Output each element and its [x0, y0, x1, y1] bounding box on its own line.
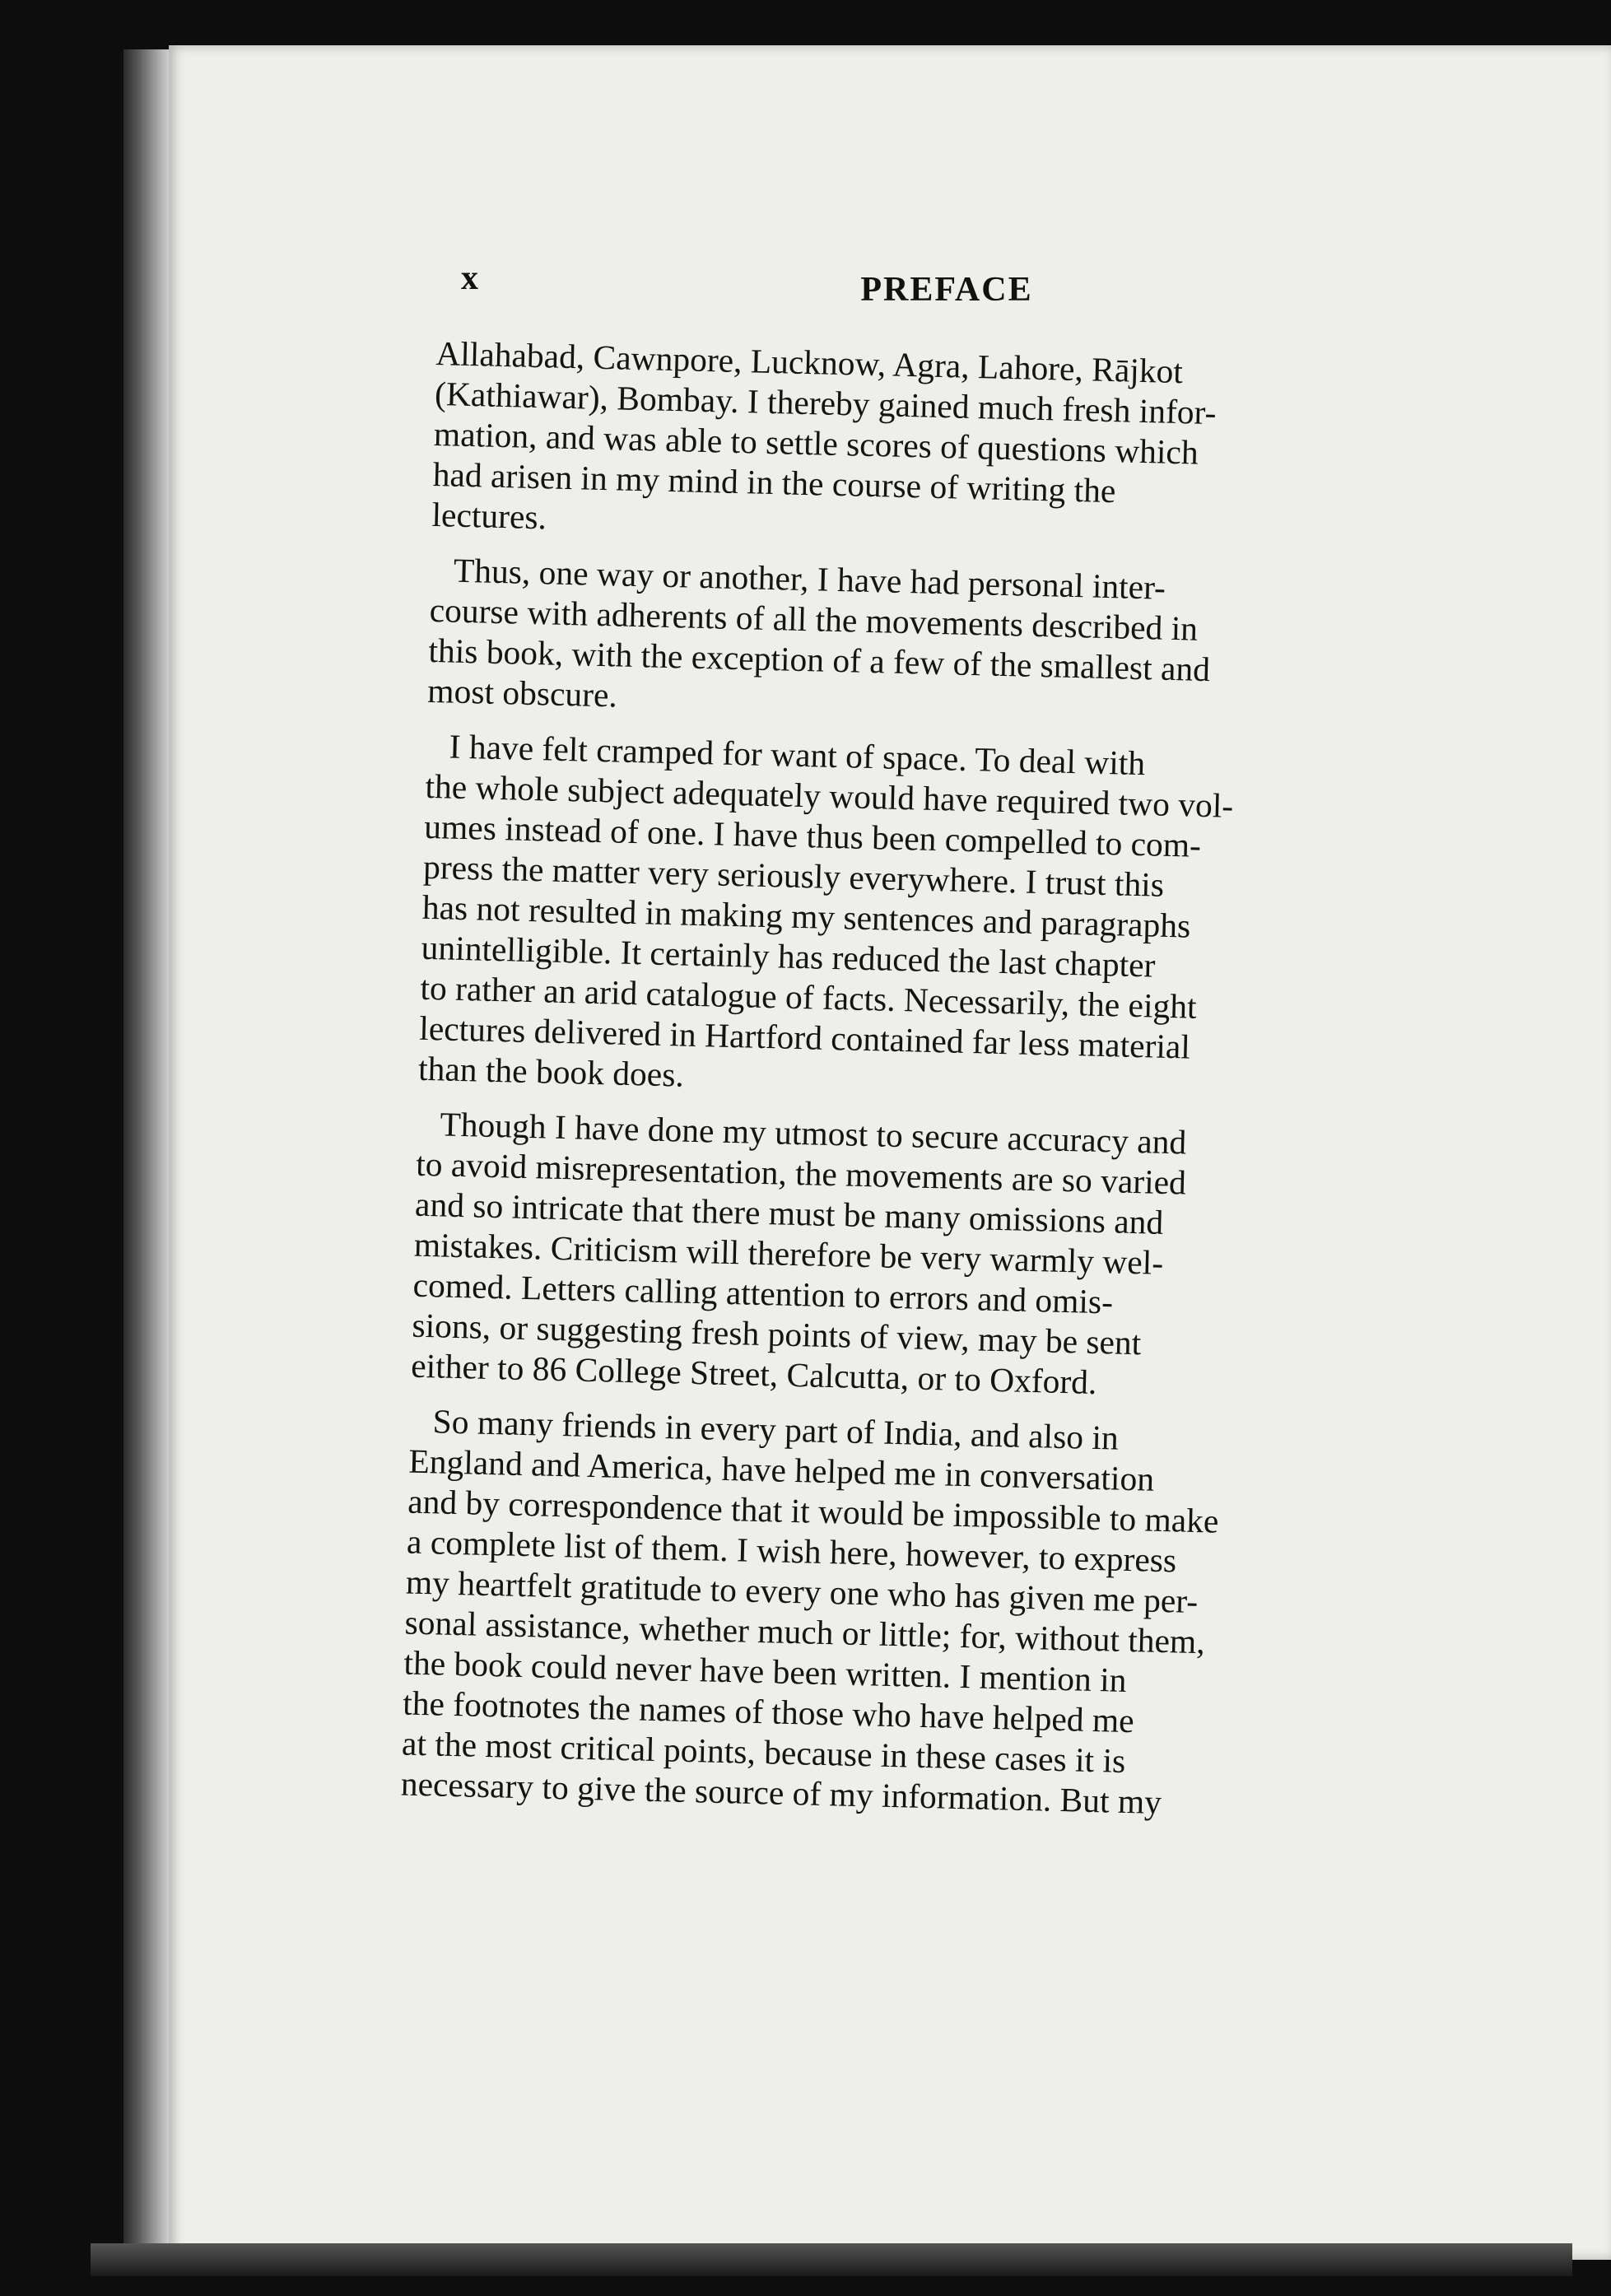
body-text	[400, 333, 1391, 1842]
page-header	[461, 254, 1432, 311]
paragraph-5: So many friends in every part of India, and also in England and America, have helped me in conversation and by correspondence that it would be impossible to make a complete list of them. I wish here, however, to express my heartfelt gratitude to every one who has given me per- sonal assistance, whether much or little; for, without them, the book could never have been written. I mention in the footnotes the names of those who have helped me at the most critical points, because in these cases it is necessary to give the source of my information. But my	[400, 1402, 1219, 1822]
paragraph-1: Allahabad, Cawnpore, Lucknow, Agra, Lahore, Rājkot (Kathiawar), Bombay. I thereby gained much fresh infor- mation, and was able to settle scores of questions which had arisen in my mind in the course of writing the lectures.	[431, 333, 1217, 537]
paragraph-4: Though I have done my utmost to secure accuracy and to avoid misrepresentation, the movements are so varied and so intricate that there must be many omissions and mistakes. Criticism will therefore be very warmly wel- comed. Letters calling attention to errors and omis- sions, or suggesting fresh points of view, may be sent either to 86 College Street, Calcutta, or to Oxford.	[410, 1105, 1187, 1401]
page-number: x	[461, 259, 478, 297]
paragraph-3: I have felt cramped for want of space. To deal with the whole subject adequately would have required two vol- umes instead of one. I have thus been compelled to com- press the matter very seriously everywhere. I trust this has not resulted in making my sentences and paragraphs unintelligible. It certainly has reduced the last chapter to rather an arid catalogue of facts. Necessarily, the eight lectures delivered in Hartford contained far less material than the book does.	[417, 727, 1234, 1094]
paragraph-2: Thus, one way or another, I have had personal inter- course with adherents of all the movements described in this book, with the exception of a few of the smallest and most obscure.	[426, 551, 1211, 715]
book-spine-edge	[123, 49, 169, 2247]
page-bottom-shadow	[91, 2243, 1572, 2276]
running-head: PREFACE	[860, 271, 1033, 309]
